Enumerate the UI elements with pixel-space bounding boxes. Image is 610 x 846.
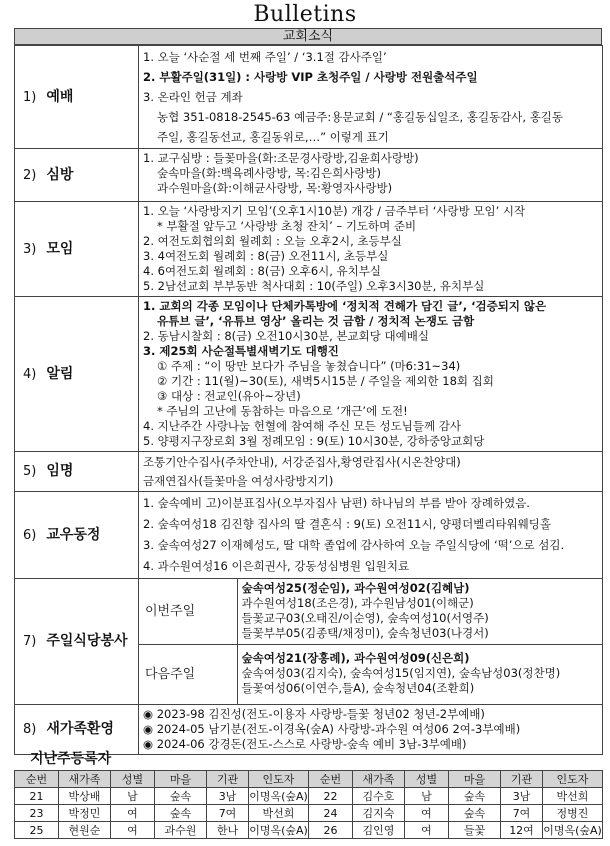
list-item: 1. 교회의 각종 모임이나 단체카톡방에 ‘정치적 견해가 담긴 글’, ‘검증되지 않은: [143, 299, 547, 313]
table-cell: 박선희: [543, 788, 603, 805]
registry-header-row: [15, 771, 603, 788]
table-cell: 과수원: [155, 822, 207, 839]
service-week-content: [237, 644, 602, 704]
list-item: 들꽃부부05(김종택/채정미), 숲속청년03(나경서): [241, 626, 489, 640]
table-cell: 3남: [501, 788, 543, 805]
table-cell: 여: [111, 805, 155, 822]
table-cell: 3남: [207, 788, 249, 805]
service-week-label: 다음주일: [139, 644, 237, 704]
list-item: 5. 양평지구장로회 3월 정례모임 : 9(토) 10시30분, 강하중앙교회당: [143, 434, 485, 448]
section-simbang: [15, 149, 603, 202]
list-item: 1. 숲속예비 고)이분표집사(오부자집사 남편) 하나님의 부름 받아 장례하였음.: [143, 496, 530, 510]
list-item: ◉ 2024-05 남기분(전도-이경옥(숲A) 사랑방-과수원 여성06 2여-3부예배): [143, 722, 521, 736]
section-label: 6) 교우동정: [15, 492, 139, 579]
column-header: 마을: [155, 771, 207, 788]
table-cell: 박상배: [59, 788, 111, 805]
list-item: 들꽃여성06(이연수,들A), 숲속청년04(조환희): [241, 680, 475, 695]
table-cell: 들꽃: [449, 822, 501, 839]
section-newfamily: [15, 705, 603, 755]
list-item: 1. 교구심방 : 들꽃마을(화:조문경사랑방,김윤희사랑방): [143, 151, 419, 165]
page-title: Bulletins: [253, 2, 357, 27]
bulletin-table: [14, 45, 603, 755]
table-cell: 여: [405, 822, 449, 839]
list-item: ② 기간 : 11(월)~30(토), 새벽5시15분 / 주일을 제외한 18회 집회: [157, 374, 494, 388]
list-item: 3. 숲속여성27 이재혜성도, 딸 대학 졸업에 감사하여 오늘 주일식당에 ‘떡’으로 섬김.: [143, 538, 565, 552]
section-content: [139, 579, 603, 705]
table-cell: 12여: [501, 822, 543, 839]
list-item: 3. 온라인 헌금 계좌: [143, 90, 243, 104]
service-table: [139, 579, 602, 704]
service-week-content: [237, 579, 602, 644]
table-cell: 23: [15, 805, 59, 822]
column-header: 마을: [449, 771, 501, 788]
table-cell: 김인영: [353, 822, 405, 839]
list-item: ◉ 2024-06 강경돈(전도-스스로 사랑방-숲속 예비 3남-3부예배): [143, 737, 467, 751]
section-header: 교회소식: [14, 28, 602, 45]
table-cell: 숲속: [155, 805, 207, 822]
list-item: 숲속여성03(김지숙), 숲속여성15(임지연), 숲속남성03(정찬명): [241, 665, 561, 680]
table-cell: 정병진: [543, 805, 603, 822]
table-cell: 7여: [207, 805, 249, 822]
table-cell: 현원순: [59, 822, 111, 839]
section-label: 8) 새가족환영: [15, 705, 139, 755]
service-week-label: 이번주일: [139, 579, 237, 644]
list-item: 2. 여전도회협의회 월례회 : 오늘 오후2시, 초등부실: [143, 234, 402, 248]
list-item: 들꽃교구03(오태진/이순영), 숲속여성10(서영주): [241, 611, 489, 625]
section-label: 3) 모임: [15, 202, 139, 297]
list-item: 과수원마을(화:이해균사랑방, 목:황영자사랑방): [157, 181, 393, 195]
list-item: 4. 6여전도회 월례회 : 8(금) 오후6시, 유치부실: [143, 264, 381, 278]
section-worship: [15, 46, 603, 149]
list-item: 농협 351-0818-2545-63 예금주:용문교회 / “홍길동십일조, 홍길동감사, 홍길동: [157, 110, 564, 124]
section-content: [139, 297, 603, 452]
table-cell: 김수호: [353, 788, 405, 805]
section-appoint: [15, 452, 603, 492]
table-cell: 21: [15, 788, 59, 805]
table-cell: 여: [405, 805, 449, 822]
list-item: 주일, 홍길동선교, 홍길동위로,…” 이렇게 표기: [157, 130, 389, 144]
list-item: 과수원여성18(조은경), 과수원남성01(이해군): [241, 596, 474, 610]
section-content: [139, 452, 603, 492]
table-cell: 숲속: [449, 805, 501, 822]
table-row: [15, 805, 603, 822]
list-item: 숲속여성25(정순임), 과수원여성02(김혜남): [241, 581, 470, 595]
table-cell: 숲속: [449, 788, 501, 805]
list-item: * 주님의 고난에 동참하는 마음으로 ‘개근’에 도전!: [157, 404, 408, 418]
section-notice: [15, 297, 603, 452]
column-header: 인도자: [543, 771, 603, 788]
list-item: 숲속마을(화:백육례사랑방, 목:김은희사랑방): [157, 166, 381, 180]
list-item: ◉ 2023-98 김진성(전도-이용자 사랑방-들꽃 청년02 청년-2부예배): [143, 707, 485, 721]
section-content: [139, 705, 603, 755]
list-item: 숲속여성21(장홍례), 과수원여성09(신은희): [241, 650, 470, 665]
section-content: [139, 149, 603, 202]
registry-title: 지난주등록자: [30, 751, 112, 767]
section-label: 2) 심방: [15, 149, 139, 202]
list-item: 1. 오늘 ‘사랑방지기 모임’(오후1시10분) 개강 / 금주부터 ‘사랑방 모임’ 시작: [143, 204, 526, 218]
section-label: 5) 임명: [15, 452, 139, 492]
column-header: 성별: [405, 771, 449, 788]
table-cell: 이명옥(숲A): [249, 789, 308, 803]
table-cell: 박선희: [249, 805, 309, 822]
list-item: 2. 부활주일(31일) : 사랑방 VIP 초청주일 / 사랑방 전원출석주일: [143, 70, 478, 84]
service-this-week: [139, 579, 602, 644]
section-meeting: [15, 202, 603, 297]
table-cell: 숲속: [155, 788, 207, 805]
list-item: ① 주제 : “이 땅만 보다가 주님을 놓쳤습니다” (마6:31~34): [157, 359, 461, 373]
list-item: 5. 2남선교회 부부동반 척사대회 : 10(주일) 오후3시30분, 유치부실: [143, 279, 485, 293]
table-cell: 이명옥(숲A): [543, 823, 602, 837]
section-service: [15, 579, 603, 705]
list-item: 2. 숲속여성18 김진향 집사의 딸 결혼식 : 9(토) 오전11시, 양평더벨리타워웨딩홀: [143, 517, 552, 531]
column-header: 새가족: [353, 771, 405, 788]
table-cell: 김지숙: [353, 805, 405, 822]
list-item: 3. 제25회 사순절특별새벽기도 대행진: [143, 344, 339, 358]
table-cell: 25: [15, 822, 59, 839]
list-item: * 부활절 앞두고 ‘사랑방 초청 잔치’ – 기도하며 준비: [157, 219, 417, 233]
section-content: [139, 46, 603, 149]
table-row: [15, 788, 603, 805]
column-header: 인도자: [249, 771, 309, 788]
table-cell: 박정민: [59, 805, 111, 822]
section-label: 1) 예배: [15, 46, 139, 149]
column-header: 성별: [111, 771, 155, 788]
table-cell: 여: [111, 822, 155, 839]
table-cell: 26: [309, 822, 353, 839]
list-item: 금재연집사(들꽃마을 여성사랑방지기): [143, 474, 334, 488]
list-item: 1. 오늘 ‘사순절 세 번째 주일’ / ‘3.1절 감사주일’: [143, 50, 387, 64]
section-content: [139, 492, 603, 579]
table-cell: 7여: [501, 805, 543, 822]
list-item: 2. 동남시찰회 : 8(금) 오전10시30분, 본교회당 대예배실: [143, 329, 429, 343]
table-cell: 22: [309, 788, 353, 805]
table-cell: 남: [111, 788, 155, 805]
section-label: 7) 주일식당봉사: [15, 579, 139, 705]
list-item: 조통기안수집사(주차안내), 서강준집사,황영란집사(시온찬양대): [143, 455, 461, 469]
column-header: 기관: [501, 771, 543, 788]
registry-table: [14, 770, 603, 839]
list-item: 유튜브 글’, ‘유튜브 영상’ 올리는 것 금함 / 정치적 논쟁도 금함: [157, 314, 475, 328]
column-header: 순번: [15, 771, 59, 788]
column-header: 기관: [207, 771, 249, 788]
table-cell: 남: [405, 788, 449, 805]
column-header: 새가족: [59, 771, 111, 788]
table-cell: 24: [309, 805, 353, 822]
list-item: 3. 4여전도회 월례회 : 8(금) 오전11시, 초등부실: [143, 249, 389, 263]
table-cell: 한나: [207, 822, 249, 839]
section-news: [15, 492, 603, 579]
list-item: 4. 과수원여성16 이은희권사, 강동성심병원 입원치료: [143, 559, 410, 573]
column-header: 순번: [309, 771, 353, 788]
section-content: [139, 202, 603, 297]
list-item: 4. 지난주간 사랑나눔 헌혈에 참여해 주신 모든 성도님들께 감사: [143, 419, 461, 433]
table-cell: 이명옥(숲A): [249, 823, 308, 837]
table-row: [15, 822, 603, 839]
list-item: ③ 대상 : 전교인(유아~장년): [157, 389, 301, 403]
service-next-week: [139, 644, 602, 704]
section-label: 4) 알림: [15, 297, 139, 452]
